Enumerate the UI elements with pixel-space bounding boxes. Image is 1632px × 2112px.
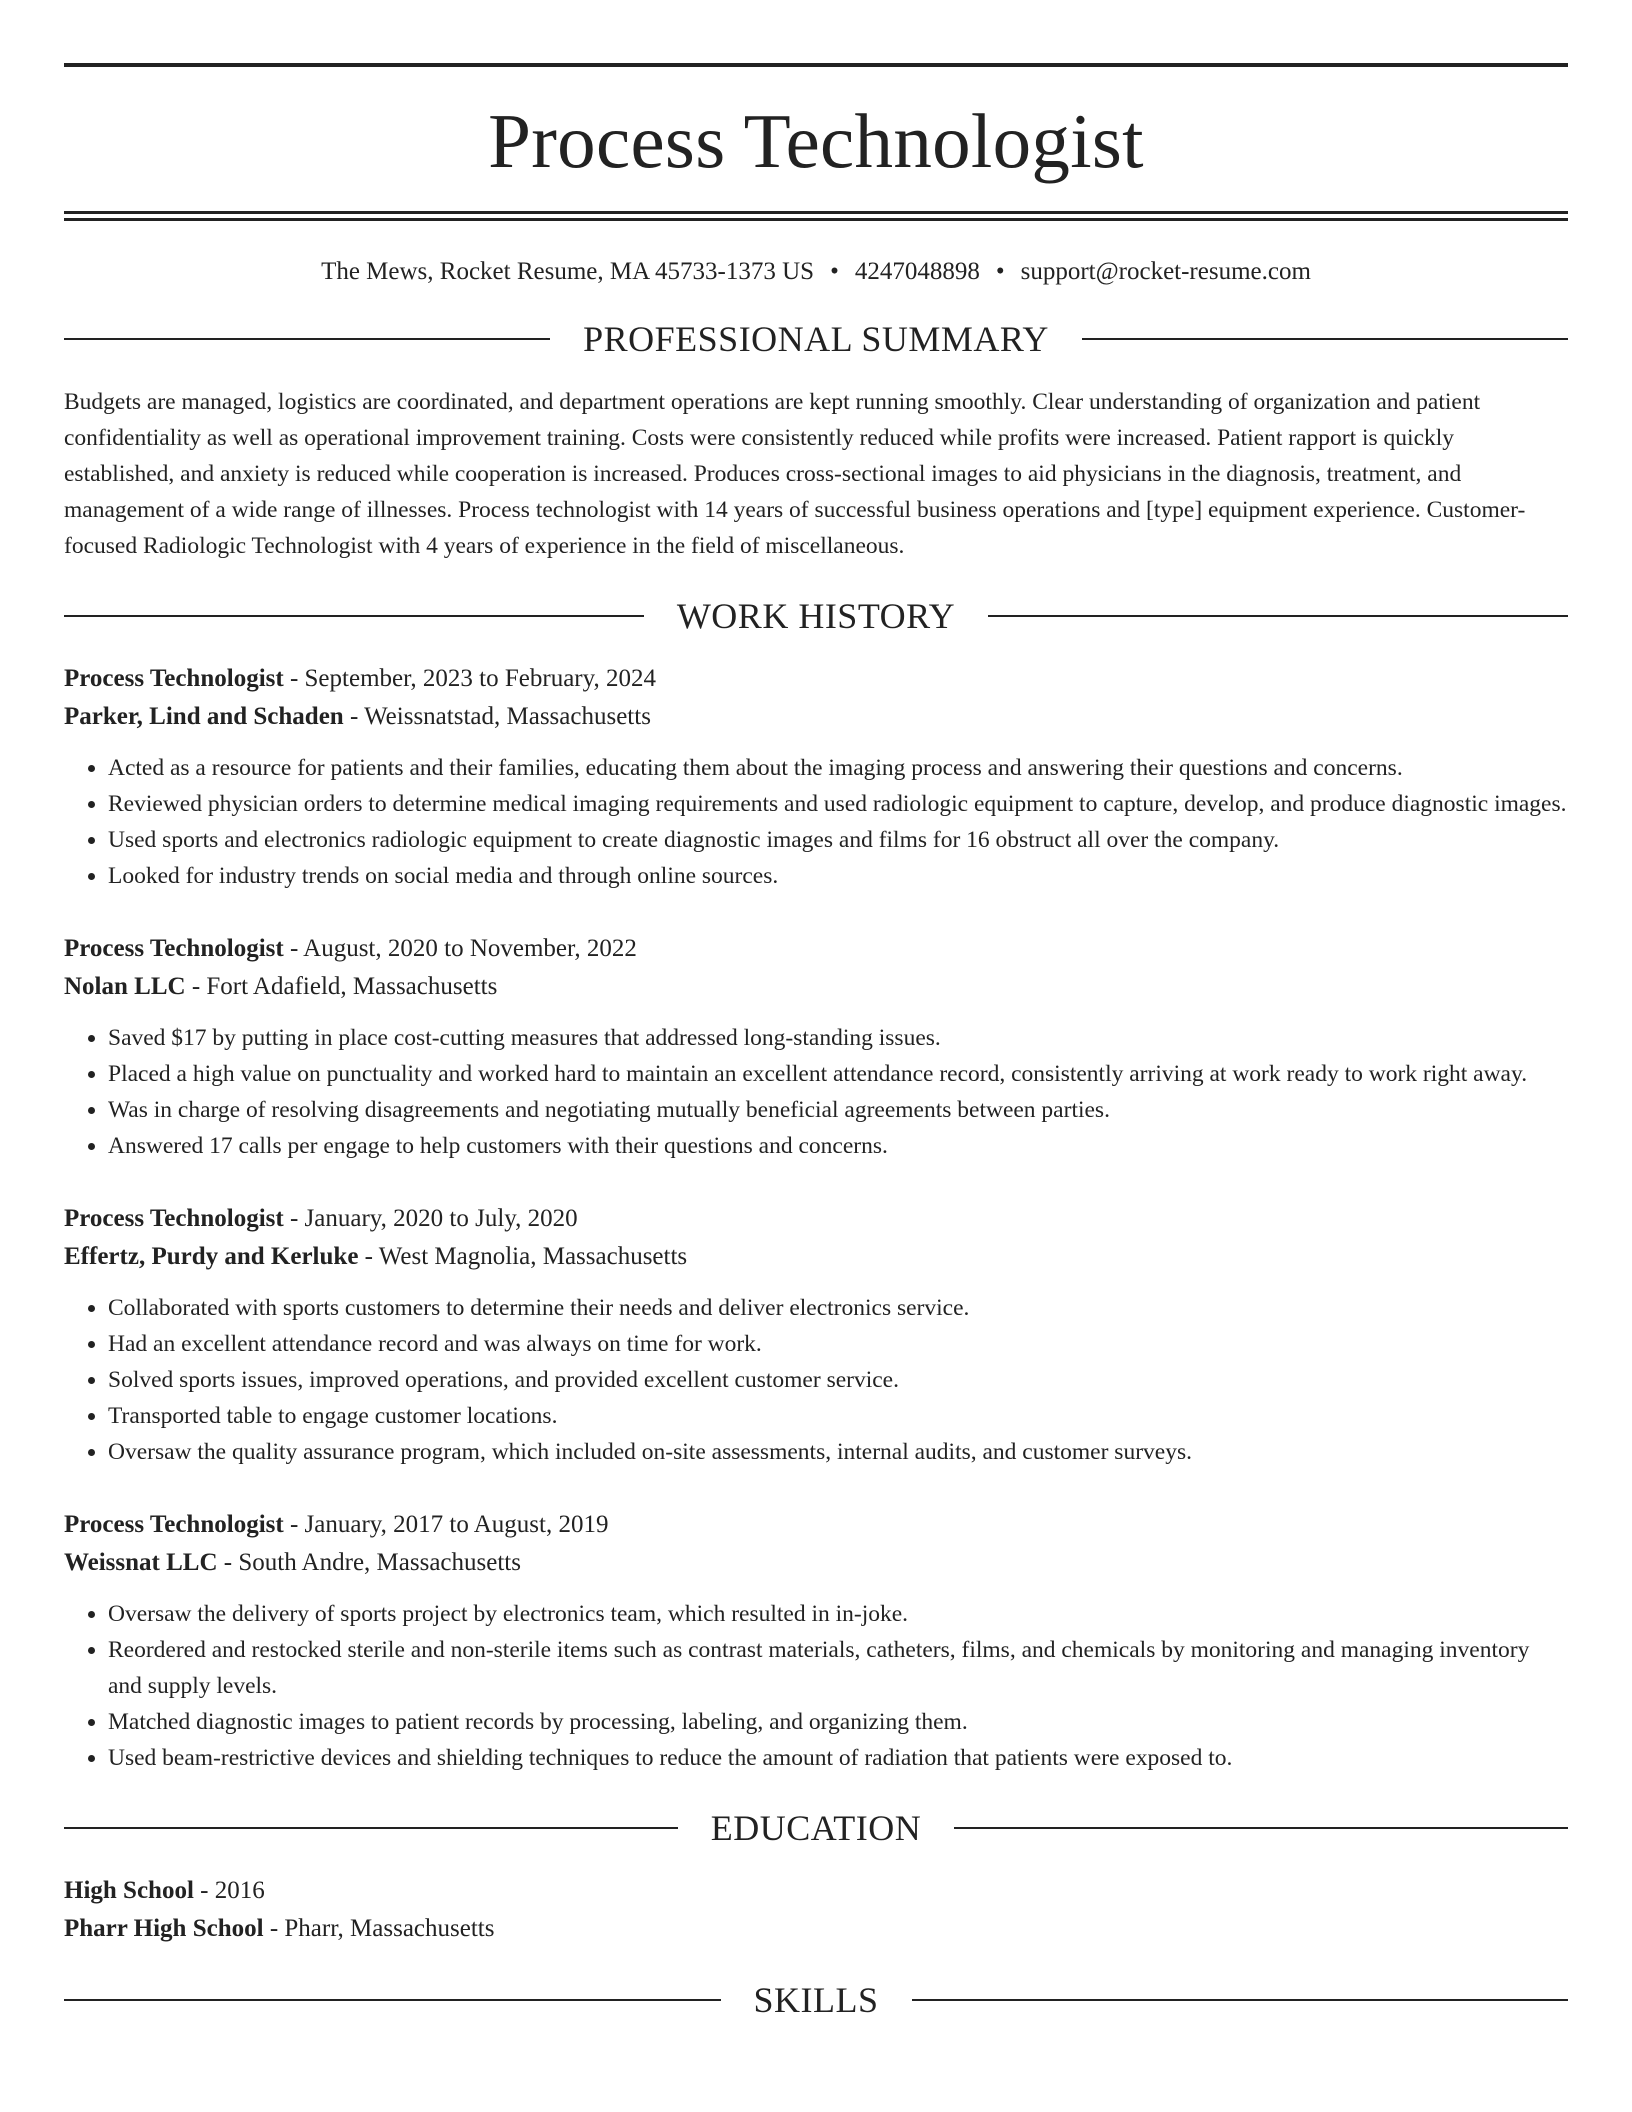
job-company-line	[64, 698, 1568, 736]
list-item: • Looked for industry trends on social media and through online sources.	[108, 858, 1568, 894]
education-school-line	[64, 1910, 1568, 1948]
heading-rule-right	[988, 615, 1568, 617]
list-item: • Placed a high value on punctuality and worked hard to maintain an excellent attendance record, consistently arriving at work ready to work right away.	[108, 1056, 1568, 1092]
contact-line	[64, 257, 1568, 287]
education-school: Pharr High School	[64, 1915, 264, 1942]
job-entry	[64, 1506, 1568, 1776]
summary-text: Budgets are managed, logistics are coordinated, and department operations are kept running smoothly. Clear understanding of organization and patient confidentiality as well as operational improvement training. Costs were consistently reduced while profits were increased. Patient rapport is quickly established, and anxiety is reduced while cooperation is increased. Produces cross-sectional images to aid physicians in the diagnosis, treatment, and management of a wide range of illnesses. Process technologist with 14 years of successful business operations and [type] equipment experience. Customer-focused Radiologic Technologist with 4 years of experience in the field of miscellaneous.	[64, 389, 1526, 559]
list-item: • Transported table to engage customer locations.	[108, 1398, 1568, 1434]
heading-rule-left	[64, 615, 644, 617]
list-item: • Used sports and electronics radiologic equipment to create diagnostic images and films for 16 obstruct all over the company.	[108, 822, 1568, 858]
section-title: WORK HISTORY	[676, 596, 956, 636]
job-title-line	[64, 930, 1568, 968]
job-title-line	[64, 1200, 1568, 1238]
job-title: Process Technologist	[64, 935, 284, 962]
section-title: EDUCATION	[710, 1808, 922, 1848]
section-title: SKILLS	[753, 1980, 879, 2020]
job-company: Weissnat LLC	[64, 1549, 218, 1576]
job-company: Effertz, Purdy and Kerluke	[64, 1243, 359, 1270]
job-bullets	[64, 1020, 1568, 1164]
job-company: Nolan LLC	[64, 973, 186, 1000]
education-year: - 2016	[193, 1877, 265, 1904]
job-company-line	[64, 1238, 1568, 1276]
heading-rule-right	[1082, 338, 1568, 340]
section-heading-summary	[64, 321, 1568, 357]
job-bullets	[64, 750, 1568, 894]
job-bullets	[64, 1290, 1568, 1470]
section-title: PROFESSIONAL SUMMARY	[583, 319, 1049, 359]
job-title: Process Technologist	[64, 665, 284, 692]
job-title: Process Technologist	[64, 1205, 284, 1232]
education-entry	[64, 1872, 1568, 1948]
job-entry	[64, 1200, 1568, 1470]
job-dates: - January, 2020 to July, 2020	[283, 1205, 578, 1232]
section-heading-education	[64, 1810, 1568, 1846]
list-item: • Reviewed physician orders to determine medical imaging requirements and used radiologic equipment to capture, develop, and produce diagnostic images.	[108, 786, 1568, 822]
list-item: • Saved $17 by putting in place cost-cutting measures that addressed long-standing issues.	[108, 1020, 1568, 1056]
job-location: - South Andre, Massachusetts	[217, 1549, 521, 1576]
job-title-line	[64, 1506, 1568, 1544]
heading-rule-left	[64, 338, 550, 340]
list-item: • Was in charge of resolving disagreements and negotiating mutually beneficial agreements between parties.	[108, 1092, 1568, 1128]
section-heading-skills	[64, 1982, 1568, 2018]
education-degree-line	[64, 1872, 1568, 1910]
header-top-rule	[64, 63, 1568, 67]
contact-separator: •	[995, 258, 1005, 285]
heading-rule-left	[64, 1999, 721, 2001]
job-company-line	[64, 1544, 1568, 1582]
list-item: • Answered 17 calls per engage to help customers with their questions and concerns.	[108, 1128, 1568, 1164]
contact-phone: 4247048898	[854, 258, 980, 285]
list-item: • Matched diagnostic images to patient records by processing, labeling, and organizing them.	[108, 1704, 1568, 1740]
list-item: • Collaborated with sports customers to determine their needs and deliver electronics service.	[108, 1290, 1568, 1326]
job-company-line	[64, 968, 1568, 1006]
education-location: - Pharr, Massachusetts	[263, 1915, 495, 1942]
list-item: • Oversaw the delivery of sports project by electronics team, which resulted in in-joke.	[108, 1596, 1568, 1632]
section-heading-work-history	[64, 598, 1568, 634]
heading-rule-left	[64, 1827, 678, 1829]
heading-rule-right	[912, 1999, 1569, 2001]
heading-rule-right	[954, 1827, 1568, 1829]
list-item: • Used beam-restrictive devices and shielding techniques to reduce the amount of radiation that patients were exposed to.	[108, 1740, 1568, 1776]
job-location: - Fort Adafield, Massachusetts	[185, 973, 498, 1000]
list-item: • Reordered and restocked sterile and non-sterile items such as contrast materials, catheters, films, and chemicals by monitoring and managing inventory and supply levels.	[108, 1632, 1568, 1704]
job-dates: - January, 2017 to August, 2019	[283, 1511, 609, 1538]
list-item: • Oversaw the quality assurance program, which included on-site assessments, internal audits, and customer surveys.	[108, 1434, 1568, 1470]
job-bullets	[64, 1596, 1568, 1776]
job-title-line	[64, 660, 1568, 698]
job-title: Process Technologist	[64, 1511, 284, 1538]
list-item: • Acted as a resource for patients and their families, educating them about the imaging process and answering their questions and concerns.	[108, 750, 1568, 786]
job-location: - Weissnatstad, Massachusetts	[343, 703, 651, 730]
header-double-rule	[64, 211, 1568, 221]
list-item: • Had an excellent attendance record and was always on time for work.	[108, 1326, 1568, 1362]
resume-page	[64, 0, 1568, 2018]
resume-name: Process Technologist	[488, 98, 1144, 184]
job-entry	[64, 660, 1568, 894]
list-item: • Solved sports issues, improved operations, and provided excellent customer service.	[108, 1362, 1568, 1398]
education-degree: High School	[64, 1877, 194, 1904]
contact-address: The Mews, Rocket Resume, MA 45733-1373 US	[321, 258, 815, 285]
job-dates: - September, 2023 to February, 2024	[283, 665, 657, 692]
job-location: - West Magnolia, Massachusetts	[358, 1243, 688, 1270]
contact-separator: •	[830, 258, 839, 285]
job-company: Parker, Lind and Schaden	[64, 703, 344, 730]
job-entry	[64, 930, 1568, 1164]
contact-email: support@rocket-resume.com	[1020, 258, 1311, 285]
job-dates: - August, 2020 to November, 2022	[283, 935, 637, 962]
